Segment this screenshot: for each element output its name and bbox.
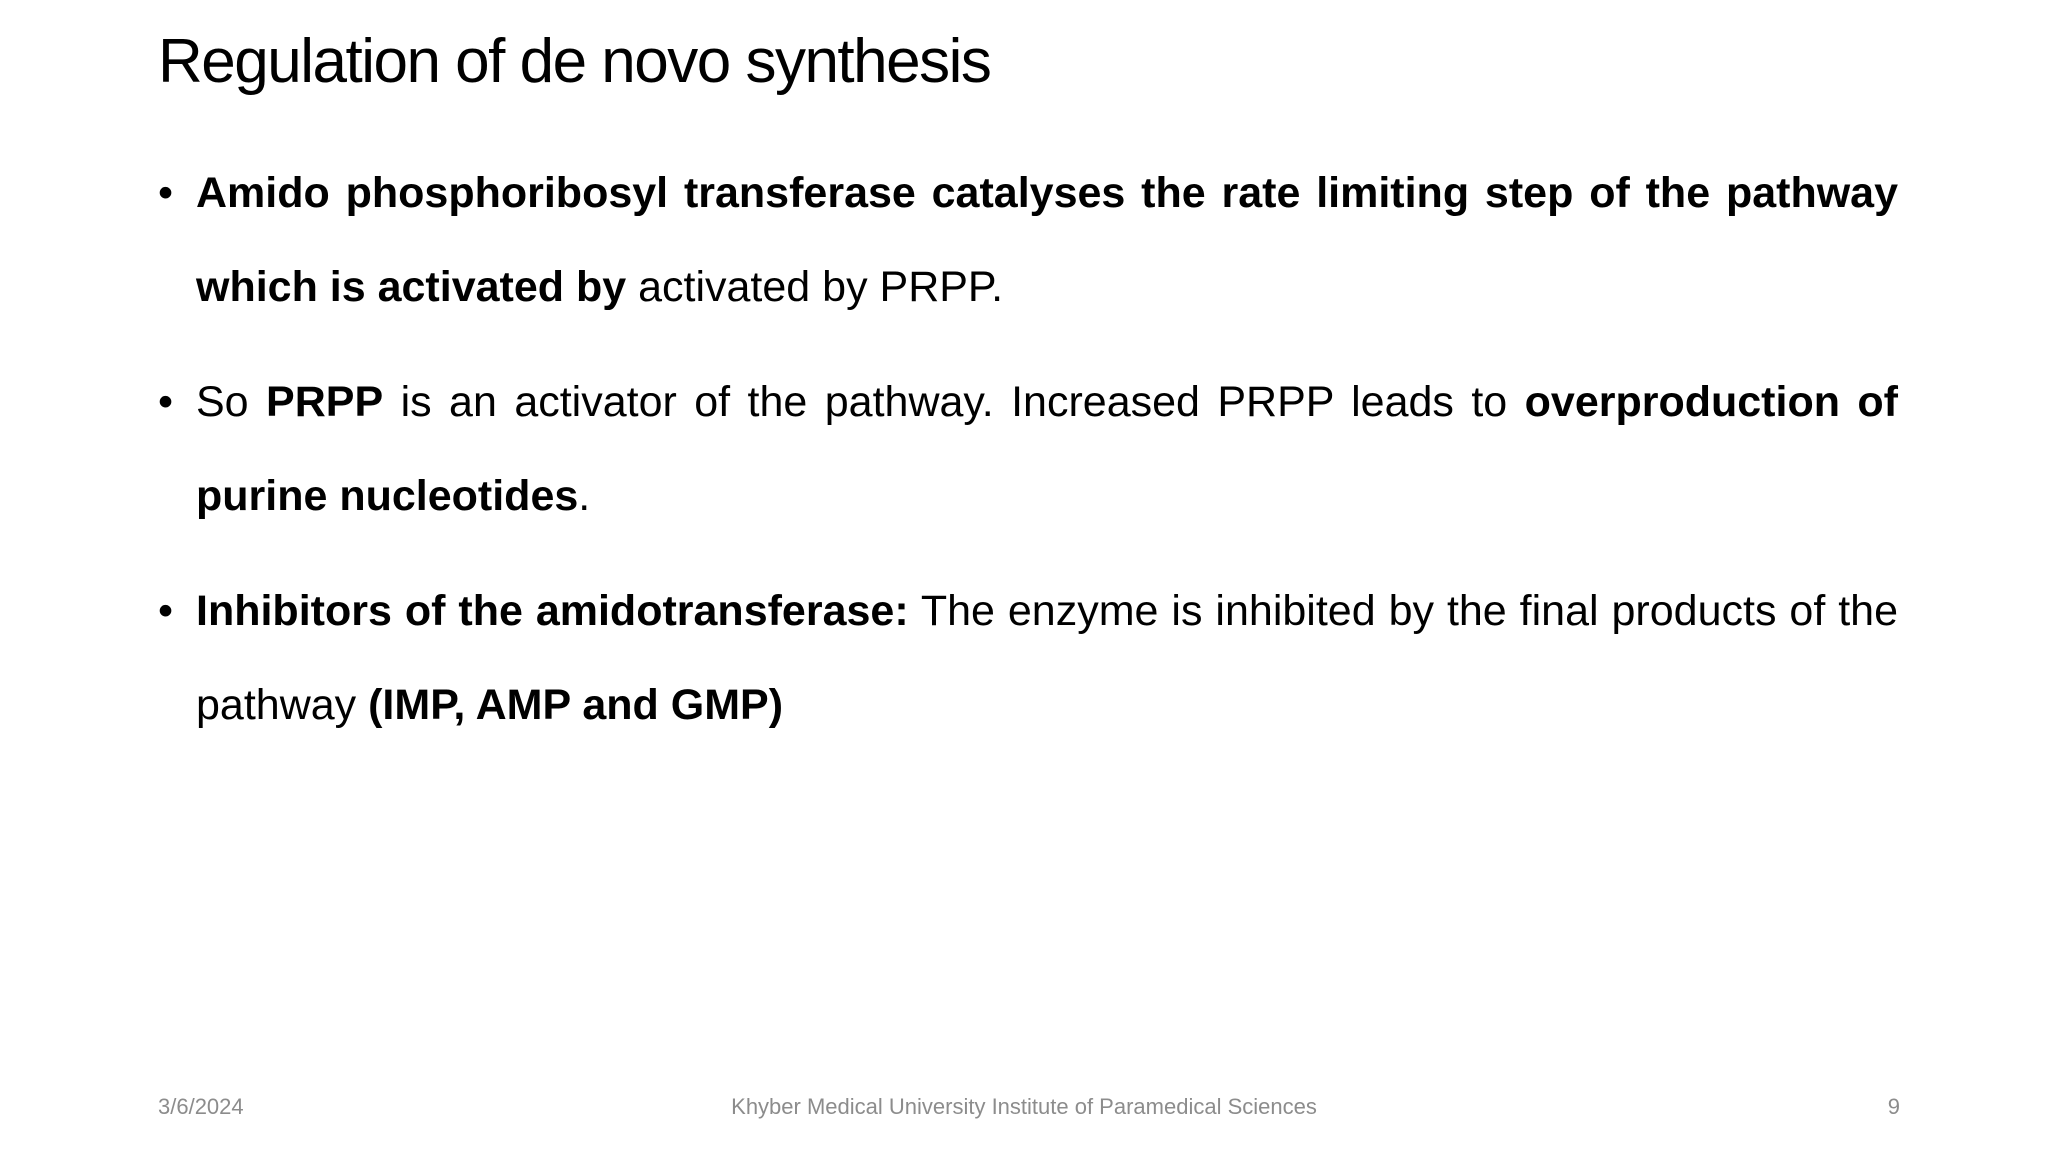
- footer-date: 3/6/2024: [158, 1094, 244, 1119]
- bullet-text: So: [196, 378, 267, 426]
- bullet-text-bold: PRPP: [266, 378, 384, 426]
- bullet-item: [158, 355, 1898, 543]
- bullet-text-bold: Amido phosphoribosyl transferase catalyses the rate limiting step of the pathway which is activated by: [196, 169, 1898, 311]
- bullet-text: activated by PRPP.: [626, 263, 1004, 311]
- bullet-item: [158, 564, 1898, 752]
- slide-title: Regulation of de novo synthesis: [158, 27, 991, 96]
- bullet-text-bold: (IMP, AMP and GMP): [368, 681, 784, 729]
- bullet-dot-icon: •: [158, 587, 174, 635]
- bullet-text: is an activator of the pathway. Increased PRPP leads to: [383, 378, 1525, 426]
- bullet-dot-icon: •: [158, 169, 174, 217]
- footer-page-number: 9: [1887, 1094, 1900, 1119]
- bullet-text: The enzyme is inhibited by the final products of the pathway: [196, 587, 1899, 729]
- bullet-text: .: [578, 472, 591, 520]
- footer-institution: Khyber Medical University Institute of Paramedical Sciences: [731, 1094, 1317, 1119]
- bullet-item: [158, 146, 1898, 334]
- bullet-dot-icon: •: [158, 378, 174, 426]
- bullet-list: [158, 146, 1898, 773]
- bullet-text-bold: Inhibitors of the amidotransferase:: [196, 587, 909, 635]
- bullet-text-bold: overproduction of purine nucleotides: [196, 378, 1898, 520]
